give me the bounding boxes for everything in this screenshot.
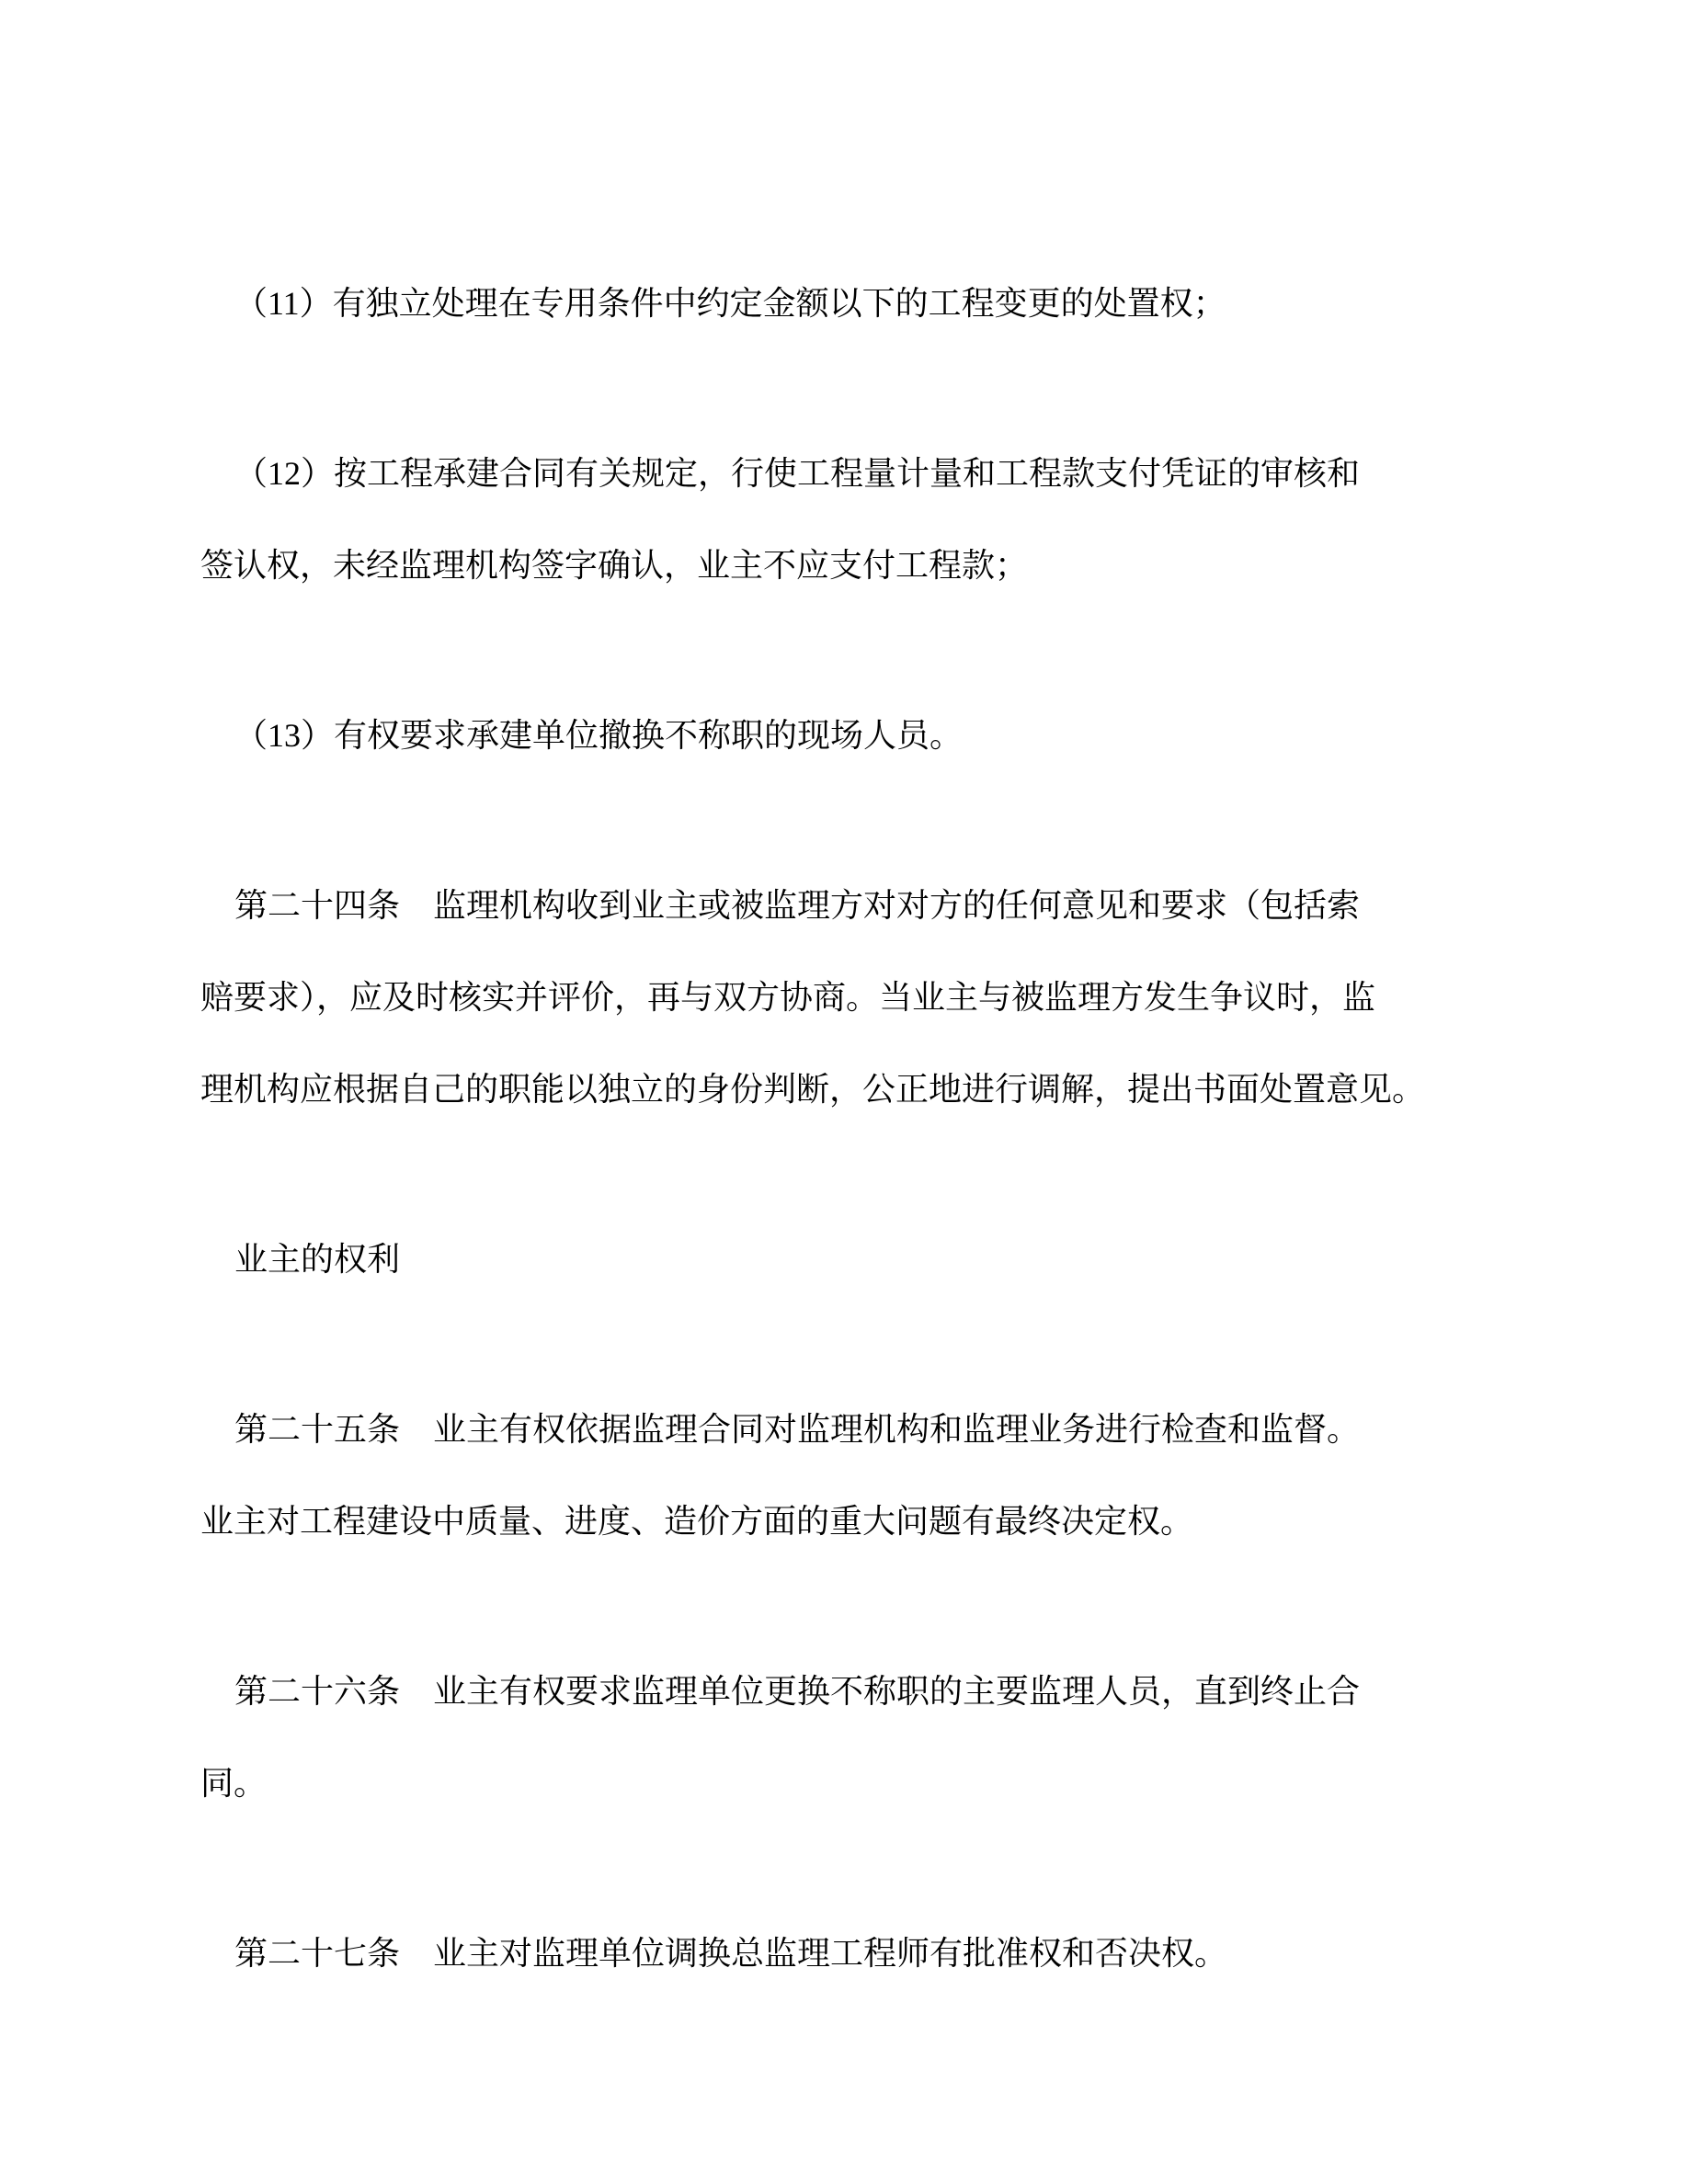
text-line: 赔要求），应及时核实并评价，再与双方协商。当业主与被监理方发生争议时，监 (200, 979, 1376, 1016)
paragraph-item-11 (200, 257, 1541, 349)
article-25 (200, 1383, 1541, 1567)
text-line: 签认权，未经监理机构签字确认，业主不应支付工程款； (200, 547, 1029, 584)
text-line: 第二十四条 监理机构收到业主或被监理方对对方的任何意见和要求（包括索 (234, 887, 1361, 924)
text-line: 业主的权利 (234, 1241, 401, 1278)
section-heading-owner-rights (200, 1213, 1541, 1305)
text-line: 第二十六条 业主有权要求监理单位更换不称职的主要监理人员，直到终止合 (234, 1673, 1361, 1710)
article-27 (200, 1907, 1541, 1999)
article-24 (200, 859, 1541, 1135)
text-line: 业主对工程建设中质量、进度、造价方面的重大问题有最终决定权。 (200, 1503, 1194, 1540)
text-line: 理机构应根据自己的职能以独立的身份判断，公正地进行调解，提出书面处置意见。 (200, 1071, 1426, 1108)
text-line: 第二十七条 业主对监理单位调换总监理工程师有批准权和否决权。 (234, 1935, 1228, 1972)
text-line: 第二十五条 业主有权依据监理合同对监理机构和监理业务进行检查和监督。 (234, 1411, 1361, 1448)
article-26 (200, 1645, 1541, 1829)
paragraph-item-12 (200, 427, 1541, 611)
text-line: （11）有独立处理在专用条件中约定金额以下的工程变更的处置权； (234, 285, 1226, 322)
text-line: 同。 (200, 1765, 268, 1802)
paragraph-item-13 (200, 689, 1541, 781)
text-line: （12）按工程承建合同有关规定，行使工程量计量和工程款支付凭证的审核和 (234, 455, 1361, 492)
text-line: （13）有权要求承建单位撤换不称职的现场人员。 (234, 717, 964, 754)
